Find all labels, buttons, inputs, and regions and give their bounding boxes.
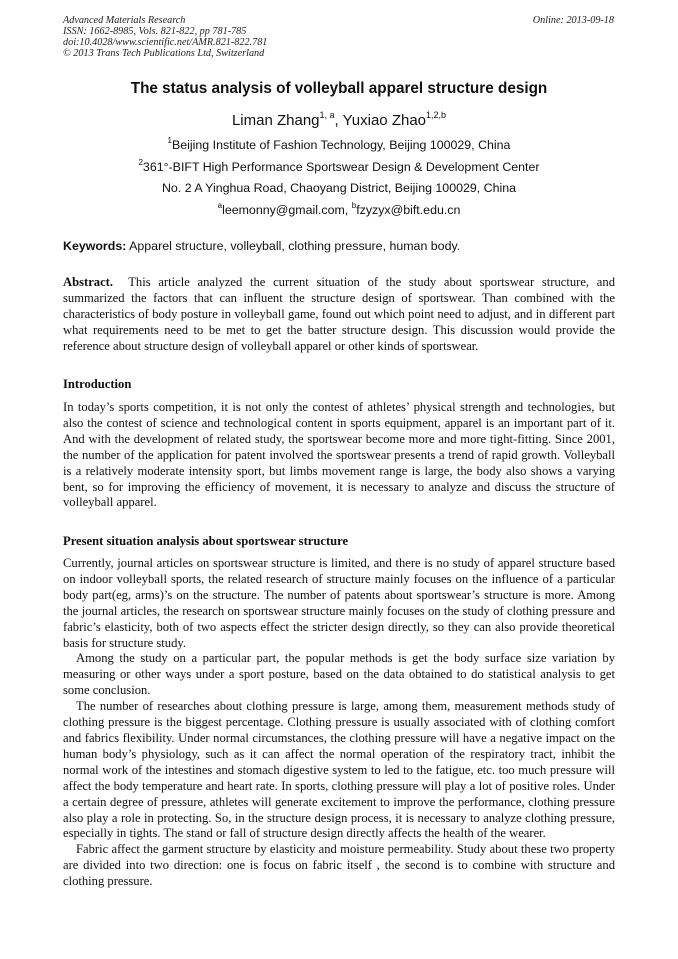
present-heading: Present situation analysis about sportswear structure [63, 534, 349, 548]
introduction-paragraph: In today’s sports competition, it is not only the contest of athletes’ physical strength and technologies, but also the contest of science and technological content in sports equipment, apparel is an important part of it. And with the development of related study, the sportswear become more and more tight-fitting. Since 2001, the number of the application for patent involved the sportswear presents a trend of rapid growth. Volleyball is a relatively moderate intensity sport, but limbs movement range is large, the body also shows a varying bent, so for improving the efficiency of movement, it is necessary to analyze and discuss the structure of volleyball apparel. [63, 400, 615, 510]
keywords [63, 239, 615, 254]
introduction-body [63, 400, 615, 511]
author-1-affil: 1, a [319, 110, 335, 120]
abstract-text: This article analyzed the current situation of the study about sportswear structure, and summarized the factors that can influent the structure design of sportswear. Than combined with the characteristics of body posture in volleyball game, found out which point need to adjust, and in different part what requirements need to be met to get the batter structure design. This discussion would provide the reference about structure design of volleyball apparel or other kinds of sportswear. [63, 275, 615, 353]
affiliation-2-address: No. 2 A Yinghua Road, Chaoyang District, Beijing 100029, China [161, 181, 517, 195]
journal-header [63, 15, 267, 59]
journal-name: Advanced Materials Research [63, 15, 186, 26]
issn-line: ISSN: 1662-8985, Vols. 821-822, pp 781-785 [63, 26, 247, 37]
paper-title: The status analysis of volleyball apparel structure design [130, 80, 548, 97]
present-paragraph-2: Among the study on a particular part, the popular methods is get the body surface size variation by measuring or other ways under a sport posture, based on the data obtained to do statistical analysis to get some conclusion. [63, 651, 615, 698]
abstract-label: Abstract. [63, 275, 114, 289]
affiliation-1-mark: 1 [167, 136, 172, 145]
abstract [63, 275, 615, 355]
present-paragraph-3: The number of researches about clothing pressure is large, among them, measurement methods study of clothing pressure is the biggest percentage. Clothing pressure is usually associated with of clothing comfort and fabrics flexibility. Under normal circumstances, the clothing pressure will have a negative impact on the human body’s physiology, such as it can affect the normal operation of the respiratory tract, inhibit the normal work of the intestines and stomach digestive system to led to the fatigue, etc. too much pressure will affect the body temperature and heart rate. In sports, clothing pressure will play a lot of positive roles. Under a certain degree of pressure, athletes will generate excitement to improve the performance, clothing pressure also play a role in protecting. So, in the structure design process, it is necessary to analyze clothing pressure, especially in tights. The stand or fall of structure design directly affects the health of the wearer. [63, 699, 615, 841]
present-body [63, 556, 615, 890]
author-1: Liman Zhang [231, 112, 320, 129]
copyright-line: © 2013 Trans Tech Publications Ltd, Switzerland [63, 48, 265, 59]
affiliation-2-text: 361°-BIFT High Performance Sportswear Design & Development Center [142, 160, 540, 174]
doi-line: doi:10.4028/www.scientific.net/AMR.821-822.781 [63, 37, 268, 48]
email-b-mark: b [351, 201, 357, 210]
present-paragraph-4: Fabric affect the garment structure by elasticity and moisture permeability. Study about these two property are divided into two direction: one is focus on fabric itself , the second is to combine with structure and clothing pressure. [63, 842, 615, 889]
introduction-heading: Introduction [63, 377, 132, 391]
keywords-text: Apparel structure, volleyball, clothing pressure, human body. [129, 239, 461, 253]
email-a: leemonny@gmail.com, [222, 203, 349, 217]
online-date: Online: 2013-09-18 [532, 15, 614, 26]
affiliation-2-mark: 2 [138, 158, 143, 167]
affiliation-1 [0, 138, 678, 153]
author-line [0, 112, 678, 130]
author-separator: , [334, 112, 339, 129]
affiliation-1-text: Beijing Institute of Fashion Technology, Beijing 100029, China [172, 138, 511, 152]
author-2: Yuxiao Zhao [342, 112, 427, 129]
present-paragraph-1: Currently, journal articles on sportswear structure is limited, and there is no study of apparel structure based on indoor volleyball sports, the related research of structure mainly focuses on the influence of a particular body part(eg, arms)’s on the structure. The number of patents about sportswear’s structure is more. Among the journal articles, the research on sportswear structure mainly focuses on the study of clothing pressure and fabric’s elasticity, both of two aspects effect the stricter design directly, so they can also provide theoretical basis for structure study. [63, 556, 615, 650]
email-a-mark: a [217, 201, 223, 210]
affiliation-2 [0, 160, 678, 175]
keywords-label: Keywords: [63, 239, 127, 253]
author-emails [0, 203, 678, 218]
email-b: fzyzyx@bift.edu.cn [356, 203, 461, 217]
author-2-affil: 1,2,b [426, 110, 447, 120]
